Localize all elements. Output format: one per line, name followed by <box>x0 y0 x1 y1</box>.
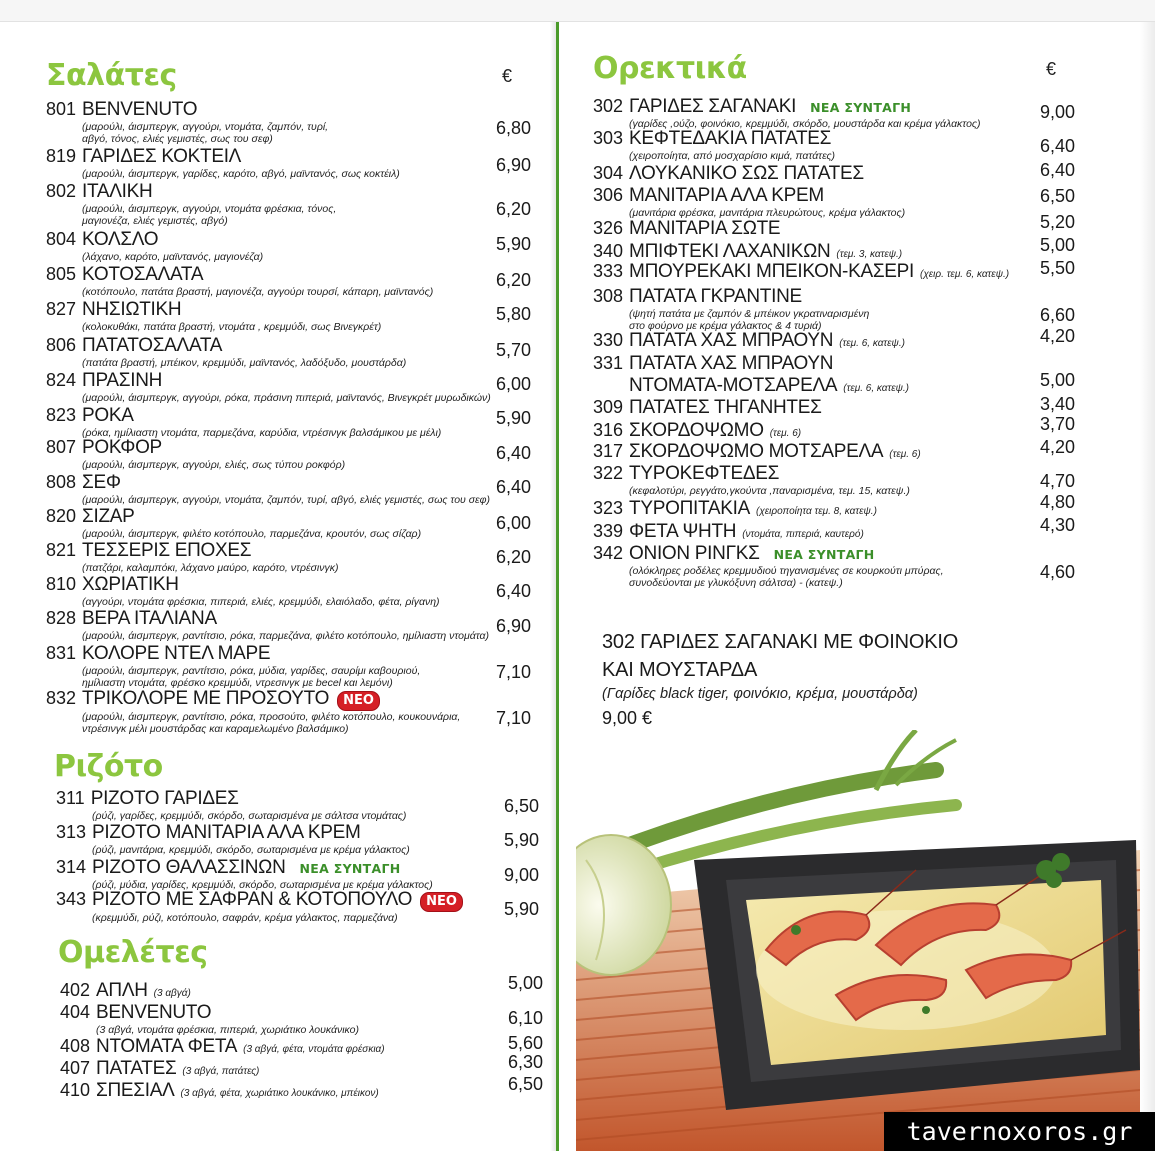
item-inline-note: (τεμ. 6) <box>889 449 921 460</box>
item-price: 5,50 <box>1040 258 1076 278</box>
new-recipe-tag: ΝΕΑ ΣΥΝΤΑΓΗ <box>299 861 401 876</box>
item-name: ΚΟΛΟΡΕ ΝΤΕΛ ΜΑΡΕ <box>82 643 271 664</box>
menu-item-header <box>593 498 877 520</box>
item-number: 306 <box>593 185 624 205</box>
menu-item <box>593 441 921 463</box>
item-name: ΚΟΤΟΣΑΛΑΤΑ <box>82 264 204 285</box>
item-price: 5,80 <box>496 304 532 324</box>
item-name: ΠΑΤΑΤΟΣΑΛΑΤΑ <box>82 335 223 356</box>
item-price: 6,20 <box>496 547 532 567</box>
item-name: ΙΤΑΛΙΚΗ <box>82 181 153 202</box>
item-number: 802 <box>46 181 77 201</box>
item-description: (μαρούλι, άισμπεργκ, ραντίτσιο, ρόκα, προσούτο, φιλέτο κοτόπουλο, κουκουνάρια, <box>82 711 461 723</box>
item-price: 4,70 <box>1040 471 1076 491</box>
item-price: 5,90 <box>496 408 532 428</box>
menu-item <box>46 229 263 263</box>
item-number: 828 <box>46 608 77 628</box>
menu-item-header <box>593 463 910 485</box>
item-name: ΜΑΝΙΤΑΡΙΑ ΑΛΑ ΚΡΕΜ <box>629 185 824 206</box>
item-price: 6,90 <box>496 155 532 175</box>
item-price: 5,60 <box>508 1033 544 1053</box>
item-description: ντρέσινγκ μέλι μουστάρδας και καραμελωμένο βαλσάμικο) <box>82 723 349 735</box>
item-name: BENVENUTO <box>96 1002 212 1023</box>
item-name: BENVENUTO <box>82 99 198 120</box>
item-description: ημίλιαστη ντομάτα, φρέσκο κρεμμύδι, ντρεσινγκ με becel και λεμόνι) <box>82 677 393 689</box>
item-number: 832 <box>46 688 77 708</box>
item-price: 5,70 <box>496 340 532 360</box>
menu-item <box>593 128 835 162</box>
menu-item-header <box>46 99 328 121</box>
menu-item-header <box>46 370 491 392</box>
item-price: 7,10 <box>496 662 532 682</box>
item-number: 404 <box>60 1002 91 1022</box>
item-name: ΝΤΟΜΑΤΑ ΦΕΤΑ <box>96 1036 238 1057</box>
item-number: 410 <box>60 1080 91 1100</box>
menu-item <box>46 472 490 506</box>
featured-description: (Γαρίδες black tiger, φοινόκιο, κρέμα, μουστάρδα) <box>602 686 918 702</box>
menu-item <box>46 299 381 333</box>
menu-item <box>46 264 433 298</box>
item-name: ΡΙΖΟΤΟ ΘΑΛΑΣΣΙΝΩΝ <box>92 857 286 878</box>
menu-item-header <box>46 688 460 711</box>
item-number: 801 <box>46 99 77 119</box>
item-description: (κρεμμύδι, ρύζι, κοτόπουλο, σαφράν, κρέμα γάλακτος, παρμεζάνα) <box>92 912 398 924</box>
item-description: (μαρούλι, άισμπεργκ, αγγούρι, ντομάτα, ζαμπόν, τυρί, αβγό, ελιές γεμιστές, σως του σεφ) <box>82 494 491 506</box>
menu-item-header-line2 <box>629 375 909 397</box>
menu-item-header <box>593 397 822 419</box>
item-number: 316 <box>593 420 624 440</box>
item-description: (μαρούλι, άισμπεργκ, αγγούρι, ντομάτα, ζαμπόν, τυρί, <box>82 121 329 133</box>
item-price: 5,20 <box>1040 212 1076 232</box>
menu-item <box>593 420 801 442</box>
item-price: 6,10 <box>508 1008 544 1028</box>
item-description: (πατζάρι, καλαμπόκι, λάχανο μαύρο, καρότο, ντρέσινγκ) <box>82 562 339 574</box>
item-price: 5,00 <box>508 973 544 993</box>
item-price: 5,90 <box>496 234 532 254</box>
item-description: (ολόκληρες ροδέλες κρεμμυδιού τηγανισμένες σε κουρκούτι μπύρας, <box>629 565 944 577</box>
item-number: 331 <box>593 353 624 373</box>
item-price: 6,50 <box>504 796 540 816</box>
menu-item <box>593 543 943 589</box>
item-number: 304 <box>593 163 624 183</box>
new-badge: ΝΕΟ <box>337 691 380 711</box>
menu-item-header <box>46 405 441 427</box>
menu-item <box>46 540 338 574</box>
item-price: 6,90 <box>496 616 532 636</box>
item-name-line2: ΝΤΟΜΑΤΑ-ΜΟΤΣΑΡΕΛΑ <box>629 375 838 396</box>
menu-item <box>593 286 869 332</box>
menu-item <box>593 218 780 240</box>
menu-item <box>46 574 440 608</box>
item-price: 6,00 <box>496 374 532 394</box>
item-description: (ρόκα, ημίλιαστη ντομάτα, παρμεζάνα, καρύδια, ντρέσινγκ βαλσάμικου με μέλι) <box>82 427 442 439</box>
menu-item <box>46 688 460 735</box>
item-name: ΚΕΦΤΕΔΑΚΙΑ ΠΑΤΑΤΕΣ <box>629 128 832 149</box>
item-name: ΤΡΙΚΟΛΟΡΕ ΜΕ ΠΡΟΣΟΥΤΟ <box>82 688 330 709</box>
item-number: 827 <box>46 299 77 319</box>
item-price: 9,00 <box>504 865 540 885</box>
menu-item-header <box>46 146 400 168</box>
item-description: (ρύζι, μανιτάρια, κρεμμύδι, σκόρδο, σωταρισμένα με κρέμα γάλακτος) <box>92 844 410 856</box>
item-number: 824 <box>46 370 77 390</box>
item-name: ΣΚΟΡΔΟΨΩΜΟ ΜΟΤΣΑΡΕΛΑ <box>629 441 884 462</box>
item-description: (ψητή πατάτα με ζαμπόν & μπέικον γκρατιναρισμένη <box>629 308 870 320</box>
menu-item <box>593 397 822 419</box>
item-description: (χειροποίητα, από μοσχαρίσιο κιμά, πατάτες) <box>629 150 836 162</box>
item-name: ΡΙΖΟΤΟ ΜΑΝΙΤΑΡΙΑ ΑΛΑ ΚΡΕΜ <box>92 822 361 843</box>
menu-item <box>46 370 491 404</box>
item-name: ΛΟΥΚΑΝΙΚΟ ΣΩΣ ΠΑΤΑΤΕΣ <box>629 163 864 184</box>
item-number: 317 <box>593 441 624 461</box>
menu-item <box>46 146 400 180</box>
item-number: 311 <box>56 788 85 808</box>
item-name: ΠΑΤΑΤΕΣ <box>96 1058 177 1079</box>
item-description: (κεφαλοτύρι, ρεγγάτο,γκούντα ,παναρισμένα, τεμ. 15, κατεψ.) <box>629 485 910 497</box>
item-price: 9,00 <box>1040 102 1076 122</box>
menu-item <box>593 463 910 497</box>
item-price: 5,90 <box>504 830 540 850</box>
menu-item-header <box>56 889 463 912</box>
item-price: 4,20 <box>1040 437 1076 457</box>
item-name: ΣΙΖΑΡ <box>82 506 135 527</box>
item-inline-note: (τεμ. 6, κατεψ.) <box>843 383 910 394</box>
item-number: 308 <box>593 286 624 306</box>
item-number: 313 <box>56 822 87 842</box>
item-number: 407 <box>60 1058 91 1078</box>
item-name: ΠΑΤΑΤΑ ΓΚΡΑΝΤΙΝΕ <box>629 286 802 307</box>
item-inline-note: (τεμ. 6) <box>769 428 802 439</box>
item-name: ΜΑΝΙΤΑΡΙΑ ΣΩΤΕ <box>629 218 781 239</box>
menu-item-header <box>46 264 433 286</box>
item-name: ΤΥΡΟΠΙΤΑΚΙΑ <box>629 498 750 519</box>
item-description: (αγγούρι, ντομάτα φρέσκια, πιπεριά, ελιές, κρεμμύδι, ελαιόλαδο, φέτα, ρίγανη) <box>82 596 440 608</box>
menu-item-header <box>593 543 943 565</box>
item-description: (πατάτα βραστή, μπέικον, κρεμμύδι, μαϊντανός, λαδόξυδο, μουστάρδα) <box>82 357 407 369</box>
item-description: (γαρίδες ,ούζο, φοινόκιο, κρεμμύδι, σκόρδο, μουστάρδα και κρέμα γάλακτος) <box>629 118 981 130</box>
item-price: 3,40 <box>1040 394 1076 414</box>
menu-item <box>46 437 345 471</box>
page-top-edge <box>0 0 1155 22</box>
featured-price: 9,00 € <box>602 708 653 728</box>
item-name: ΝΗΣΙΩΤΙΚΗ <box>82 299 182 320</box>
item-number: 322 <box>593 463 624 483</box>
item-name: ΚΟΛΣΛΟ <box>82 229 159 250</box>
item-number: 326 <box>593 218 624 238</box>
menu-item-header <box>46 335 406 357</box>
menu-item-header <box>46 299 381 321</box>
item-number: 339 <box>593 521 624 541</box>
item-price: 6,30 <box>508 1052 544 1072</box>
watermark: tavernoxoros.gr <box>884 1112 1155 1151</box>
currency-symbol-right: € <box>1046 59 1057 79</box>
menu-item <box>56 788 406 822</box>
item-price: 6,80 <box>496 118 532 138</box>
item-name: ΠΡΑΣΙΝΗ <box>82 370 163 391</box>
menu-item <box>46 99 328 145</box>
menu-item-header <box>56 822 410 844</box>
shrimp-dish-illustration <box>576 730 1140 1151</box>
item-name: ΤΕΣΣΕΡΙΣ ΕΠΟΧΕΣ <box>82 540 252 561</box>
menu-item-header <box>56 857 433 879</box>
item-number: 302 <box>593 96 624 116</box>
menu-item-header <box>46 437 345 459</box>
page-right-edge <box>1140 22 1155 1151</box>
item-name: ΡΟΚΦΟΡ <box>82 437 162 458</box>
item-number: 823 <box>46 405 77 425</box>
item-inline-note: (3 αβγά, φέτα, χωριάτικο λουκάνικο, μπέικον) <box>180 1088 379 1099</box>
menu-item-header <box>60 1002 359 1024</box>
item-description: (λάχανο, καρότο, μαϊντανός, μαγιονέζα) <box>82 251 264 263</box>
item-name: ΓΑΡΙΔΕΣ ΣΑΓΑΝΑΚΙ <box>629 96 797 117</box>
item-price: 6,00 <box>496 513 532 533</box>
new-recipe-tag: ΝΕΑ ΣΥΝΤΑΓΗ <box>810 100 912 115</box>
item-number: 820 <box>46 506 77 526</box>
item-price: 5,00 <box>1040 370 1076 390</box>
menu-item <box>593 330 905 352</box>
item-number: 330 <box>593 330 624 350</box>
menu-item <box>60 1002 359 1036</box>
item-description: (μαρούλι, άισμπεργκ, αγγούρι, ρόκα, πράσινη πιπεριά, μαϊντανός, Βινεγκρέτ μυρωδικών) <box>82 392 491 404</box>
item-price: 6,40 <box>496 443 532 463</box>
item-number: 806 <box>46 335 77 355</box>
menu-item-header <box>46 540 338 562</box>
menu-item-header <box>593 96 981 118</box>
item-number: 342 <box>593 543 624 563</box>
item-description: αβγό, τόνος, ελιές γεμιστές, σως του σεφ) <box>82 133 273 145</box>
menu-item <box>593 498 877 520</box>
menu-item-header <box>593 330 905 352</box>
menu-item <box>60 1080 379 1102</box>
item-description: (ρύζι, γαρίδες, κρεμμύδι, σκόρδο, σωταρισμένα με σάλτσα ντομάτας) <box>92 810 407 822</box>
item-number: 303 <box>593 128 624 148</box>
menu-item-header <box>46 181 336 203</box>
item-inline-note: (χειρ. τεμ. 6, κατεψ.) <box>920 269 1010 280</box>
menu-item <box>46 335 406 369</box>
item-price: 4,80 <box>1040 492 1076 512</box>
menu-item-header <box>593 521 864 543</box>
currency-symbol-left: € <box>502 66 513 86</box>
item-inline-note: (3 αβγά, φέτα, ντομάτα φρέσκια) <box>243 1044 385 1055</box>
item-name: ΑΠΛΗ <box>96 980 148 1001</box>
menu-item-header <box>593 185 905 207</box>
item-name: ΠΑΤΑΤΑ ΧΑΣ ΜΠΡΑΟΥΝ <box>629 353 834 374</box>
item-name: ΜΠΙΦΤΕΚΙ ΛΑΧΑΝΙΚΩΝ <box>629 241 831 262</box>
item-description: (μαρούλι, άισμπεργκ, αγγούρι, ελιές, σως τύπου ροκφόρ) <box>82 459 346 471</box>
item-name: ΤΥΡΟΚΕΦΤΕΔΕΣ <box>629 463 780 484</box>
dish-photo <box>576 730 1140 1151</box>
menu-item <box>593 96 981 130</box>
item-description: (μαρούλι, άισμπεργκ, ραντίτσιο, ρόκα, παρμεζάνα, φιλέτο κοτόπουλο, ημίλιαστη ντομάτα) <box>82 630 490 642</box>
item-name: ΣΠΕΣΙΑΛ <box>96 1080 175 1101</box>
menu-item <box>46 181 336 227</box>
menu-item-header <box>593 353 909 375</box>
menu-item <box>60 1036 385 1058</box>
item-price: 3,70 <box>1040 414 1076 434</box>
item-number: 314 <box>56 857 87 877</box>
item-description: (ρύζι, μύδια, γαρίδες, κρεμμύδι, σκόρδο, σωταρισμένα με κρέμα γάλακτος) <box>92 879 433 891</box>
item-inline-note: (3 αβγά, πατάτες) <box>182 1066 260 1077</box>
item-number: 343 <box>56 889 87 909</box>
menu-item <box>593 163 864 185</box>
item-name: ΡΙΖΟΤΟ ΜΕ ΣΑΦΡΑΝ & ΚΟΤΟΠΟΥΛΟ <box>92 889 413 910</box>
item-description: (μαρούλι, άισμπεργκ, φιλέτο κοτόπουλο, παρμεζάνα, κρουτόν, σως σίζαρ) <box>82 528 422 540</box>
menu-item <box>593 185 905 219</box>
item-inline-note: (ντομάτα, πιπεριά, καυτερό) <box>742 529 864 540</box>
item-price: 6,60 <box>1040 305 1076 325</box>
item-number: 831 <box>46 643 77 663</box>
item-description: (κολοκυθάκι, πατάτα βραστή, ντομάτα , κρεμμύδι, σως Βινεγκρέτ) <box>82 321 382 333</box>
item-description: (μανιτάρια φρέσκα, μανιτάρια πλευρώτους, κρέμα γάλακτος) <box>629 207 906 219</box>
item-number: 808 <box>46 472 77 492</box>
menu-item <box>56 857 433 891</box>
item-name: ΣΕΦ <box>82 472 121 493</box>
item-number: 333 <box>593 261 624 281</box>
featured-title-line1: 302 ΓΑΡΙΔΕΣ ΣΑΓΑΝΑΚΙ ΜΕ ΦΟΙΝΟΚΙΟ <box>602 631 959 653</box>
item-number: 821 <box>46 540 77 560</box>
item-name: ΡΟΚΑ <box>82 405 134 426</box>
menu-item <box>46 608 489 642</box>
item-price: 6,20 <box>496 270 532 290</box>
item-price: 5,00 <box>1040 235 1076 255</box>
item-description: (μαρούλι, άισμπεργκ, ραντίτσιο, ρόκα, μύδια, γαρίδες, σαυρίμι καβουριού, <box>82 665 421 677</box>
item-price: 6,20 <box>496 199 532 219</box>
item-number: 408 <box>60 1036 91 1056</box>
menu-item-header <box>46 229 263 251</box>
item-price: 4,60 <box>1040 562 1076 582</box>
item-inline-note: (χειροποίητα τεμ. 8, κατεψ.) <box>755 506 877 517</box>
menu-item-header <box>60 980 191 1002</box>
menu-item <box>60 1058 259 1080</box>
item-name: ΧΩΡΙΑΤΙΚΗ <box>82 574 179 595</box>
menu-item-header <box>593 128 835 150</box>
item-price: 6,40 <box>496 477 532 497</box>
item-price: 7,10 <box>496 708 532 728</box>
menu-item-header <box>46 608 489 630</box>
item-name: ΟΝΙΟΝ ΡΙΝΓΚΣ <box>629 543 760 564</box>
item-number: 805 <box>46 264 77 284</box>
item-name: ΓΑΡΙΔΕΣ ΚΟΚΤΕΙΛ <box>82 146 242 167</box>
item-price: 6,50 <box>508 1074 544 1094</box>
item-number: 402 <box>60 980 91 1000</box>
item-price: 6,50 <box>1040 186 1076 206</box>
menu-item <box>593 521 864 543</box>
section-title-omeletes: Ομελέτες <box>58 935 208 970</box>
item-description: μαγιονέζα, ελιές γεμιστές, αβγό) <box>82 215 228 227</box>
item-name: ΜΠΟΥΡΕΚΑΚΙ ΜΠΕΙΚΟΝ-ΚΑΣΕΡΙ <box>629 261 914 282</box>
item-inline-note: (3 αβγά) <box>153 988 191 999</box>
section-title-rizoto: Ριζότο <box>54 749 163 784</box>
menu-item-header <box>56 788 406 810</box>
item-name: ΦΕΤΑ ΨΗΤΗ <box>629 521 737 542</box>
section-title-salates: Σαλάτες <box>46 58 177 93</box>
item-name: ΠΑΤΑΤΕΣ ΤΗΓΑΝΗΤΕΣ <box>629 397 822 418</box>
menu-item <box>593 261 1009 283</box>
item-inline-note: (τεμ. 3, κατεψ.) <box>836 249 903 260</box>
menu-item-header <box>593 420 801 442</box>
section-title-orektika: Ορεκτικά <box>593 51 747 86</box>
new-badge: ΝΕΟ <box>420 892 463 912</box>
item-name: ΣΚΟΡΔΟΨΩΜΟ <box>629 420 764 441</box>
menu-item <box>46 405 441 439</box>
item-number: 804 <box>46 229 77 249</box>
item-price: 6,40 <box>1040 160 1076 180</box>
item-price: 4,30 <box>1040 515 1076 535</box>
menu-item-header <box>593 218 780 240</box>
item-number: 819 <box>46 146 77 166</box>
menu-item-header <box>60 1036 385 1058</box>
item-number: 323 <box>593 498 624 518</box>
menu-item <box>56 889 463 924</box>
item-name: ΡΙΖΟΤΟ ΓΑΡΙΔΕΣ <box>90 788 239 809</box>
menu-item-header <box>46 506 421 528</box>
menu-item-header <box>46 472 490 494</box>
menu-item-header <box>46 574 440 596</box>
item-price: 6,40 <box>496 581 532 601</box>
menu-item-header <box>46 643 420 665</box>
column-divider <box>556 22 559 1151</box>
item-price: 5,90 <box>504 899 540 919</box>
menu-item <box>593 241 902 263</box>
featured-dish <box>602 628 1122 729</box>
menu-item <box>46 643 420 689</box>
menu-item-header <box>60 1058 259 1080</box>
item-inline-note: (τεμ. 6, κατεψ.) <box>839 338 905 349</box>
featured-title-line2: ΚΑΙ ΜΟΥΣΤΑΡΔΑ <box>602 659 758 681</box>
item-number: 807 <box>46 437 77 457</box>
item-description: στο φούρνο με κρέμα γάλακτος & 4 τυριά) <box>629 320 822 332</box>
menu-item <box>46 506 421 540</box>
item-number: 340 <box>593 241 624 261</box>
menu-item-header <box>593 261 1009 283</box>
item-number: 309 <box>593 397 624 417</box>
item-price: 4,20 <box>1040 326 1076 346</box>
item-description: (κοτόπουλο, πατάτα βραστή, μαγιονέζα, αγγούρι τουρσί, κάπαρη, μαϊντανός) <box>82 286 434 298</box>
menu-item-header <box>593 163 864 185</box>
menu-item-header <box>593 286 869 308</box>
item-description: (μαρούλι, άισμπεργκ, αγγούρι, ντομάτα φρέσκια, τόνος, <box>82 203 337 215</box>
menu-item <box>56 822 410 856</box>
menu-item-header <box>593 441 921 463</box>
menu-item <box>60 980 191 1002</box>
menu-item-header <box>593 241 902 263</box>
item-number: 810 <box>46 574 77 594</box>
menu-item <box>593 353 909 397</box>
item-description: (3 αβγά, ντομάτα φρέσκια, πιπεριά, χωριάτικο λουκάνικο) <box>96 1024 359 1036</box>
item-description: συνοδεύονται με γλυκόξυνη σάλτσα) - (κατεψ.) <box>629 577 843 589</box>
item-name: ΠΑΤΑΤΑ ΧΑΣ ΜΠΡΑΟΥΝ <box>629 330 834 351</box>
item-name: ΒΕΡΑ ΙΤΑΛΙΑΝΑ <box>82 608 217 629</box>
new-recipe-tag: ΝΕΑ ΣΥΝΤΑΓΗ <box>773 547 875 562</box>
item-price: 6,40 <box>1040 136 1076 156</box>
item-description: (μαρούλι, άισμπεργκ, γαρίδες, καρότο, αβγό, μαϊντανός, σως κοκτέιλ) <box>82 168 400 180</box>
menu-item-header <box>60 1080 379 1102</box>
